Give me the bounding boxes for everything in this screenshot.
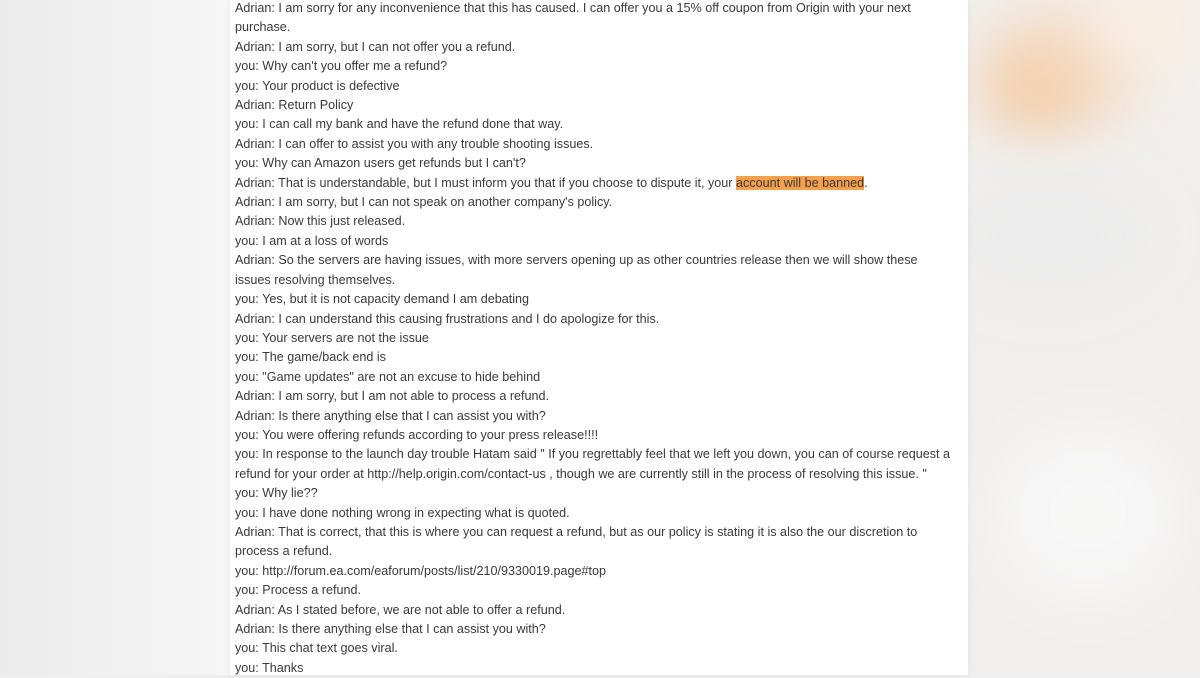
- chat-line: Adrian: Is there anything else that I can assist you with?: [235, 622, 546, 636]
- chat-line: you: Why lie??: [235, 486, 318, 501]
- chat-line: you: Why can't you offer me a refund?: [235, 59, 448, 74]
- chat-line: you: You were offering refunds according to your press release!!!!: [235, 427, 599, 442]
- chat-line: Adrian: That is correct, that this is where you can request a refund, but as our policy is stating it is also the our discretion to process a refund.: [235, 524, 918, 559]
- chat-line: Adrian: I am sorry, but I can not speak on another company's policy.: [235, 195, 613, 210]
- chat-line: Adrian: Now this just released.: [235, 214, 406, 229]
- chat-line: you: "Game updates" are not an excuse to hide behind: [235, 369, 541, 384]
- chat-line: you: Process a refund.: [235, 583, 362, 598]
- chat-line: you: I have done nothing wrong in expecting what is quoted.: [235, 505, 570, 520]
- blurred-orange-glow: [988, 60, 1078, 130]
- chat-line: Adrian: As I stated before, we are not able to offer a refund.: [235, 602, 566, 617]
- blurred-grey-shape: [968, 170, 1158, 300]
- left-background: [0, 0, 230, 675]
- chat-line: you: http://forum.ea.com/eaforum/posts/list/210/9330019.page#top: [235, 563, 607, 578]
- chat-line: you: I am at a loss of words: [235, 233, 389, 248]
- chat-line: Adrian: I can offer to assist you with any trouble shooting issues.: [235, 136, 594, 151]
- chat-line: you: Why can Amazon users get refunds but I can't?: [235, 156, 526, 171]
- chat-line: Adrian: I am sorry for any inconvenience that this has caused. I can offer you a 15% off coupon from Origin with your next purchase.: [235, 1, 911, 35]
- chat-line: you: Your product is defective: [235, 78, 400, 93]
- chat-line: you: I can call my bank and have the refund done that way.: [235, 117, 564, 132]
- chat-line: you: Thanks: [235, 660, 304, 675]
- chat-line: Adrian: I am sorry, but I am not able to process a refund.: [235, 389, 550, 404]
- chat-transcript-panel: [230, 0, 968, 675]
- chat-line: you: The game/back end is: [235, 350, 386, 365]
- chat-line: Adrian: I am sorry, but I can not offer you a refund.: [235, 39, 516, 54]
- chat-line: you: Your servers are not the issue: [235, 330, 429, 345]
- chat-line: [235, 174, 953, 193]
- chat-transcript: [235, 0, 953, 678]
- chat-line: Adrian: I can understand this causing frustrations and I do apologize for this.: [235, 311, 660, 326]
- chat-line: you: This chat text goes viral.: [235, 641, 398, 656]
- chat-line: Adrian: Is there anything else that I can assist you with?: [235, 408, 546, 423]
- chat-line: Adrian: Return Policy: [235, 98, 354, 113]
- chat-line: you: In response to the launch day trouble Hatam said " If you regrettably feel that we left you down, you can of course request a refund for your order at http://help.origin.com/contact-us , though we are currently still in the process of resolving this issue. ": [235, 447, 951, 481]
- chat-line-text: .: [864, 175, 868, 190]
- blurred-white-shape: [998, 430, 1178, 600]
- chat-line: you: Yes, but it is not capacity demand I am debating: [235, 292, 530, 307]
- chat-line-text: Adrian: That is understandable, but I must inform you that if you choose to dispute it, your: [235, 175, 736, 190]
- highlighted-text: account will be banned: [736, 175, 865, 190]
- right-background: [968, 0, 1200, 675]
- chat-line: Adrian: So the servers are having issues, with more servers opening up as other countries release then we will show these issues resolving themselves.: [235, 253, 918, 287]
